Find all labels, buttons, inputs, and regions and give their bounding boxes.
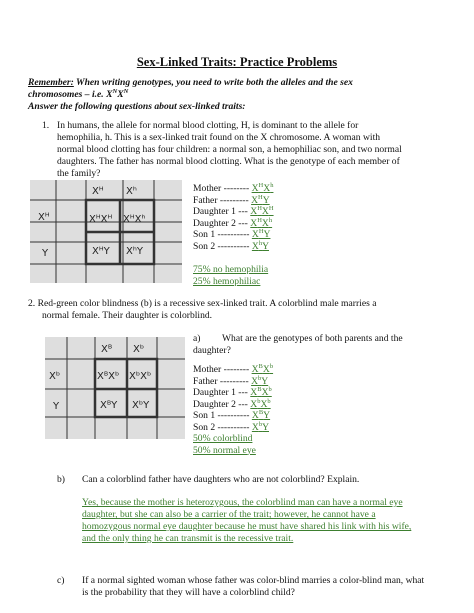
answer-label: Mother -------- <box>193 364 252 375</box>
punnett1-cell: XᴴXʰ <box>123 214 146 225</box>
q1-number: 1. <box>42 120 50 131</box>
q1-answer-row <box>193 241 274 253</box>
remember-x-2: X <box>117 89 124 100</box>
punnett2-top-1: Xᴮ <box>101 344 113 355</box>
remember-text-2: chromosomes – i.e. X <box>28 89 113 100</box>
answer-genotype: $X^bY$ <box>251 374 269 387</box>
q2-line: 2. Red-green color blindness (b) is a recessive sex-linked trait. A colorblind male marries a <box>28 298 377 309</box>
q2-line: normal female. Their daughter is colorblind. <box>42 310 213 321</box>
punnett-square-2 <box>45 337 185 439</box>
punnett-square-1 <box>30 180 182 283</box>
q2-text <box>28 298 376 322</box>
q2-sub-a-label: a) <box>193 333 201 344</box>
answer-genotype: $X^HX^h$ <box>250 216 273 229</box>
q2-b-answer-line: Yes, because the mother is heterozygous, the colorblind man can have a normal eye <box>82 497 403 508</box>
answer-genotype: $X^HY$ <box>251 227 271 240</box>
punnett1-left-2: Y <box>42 248 49 259</box>
remember-sup-2: N <box>123 87 129 95</box>
punnett1-top-2: Xʰ <box>126 186 137 197</box>
answer-genotype: $X^HX^H$ <box>250 204 274 217</box>
q1-answers <box>193 183 274 287</box>
answer-genotype: $X^BY$ <box>251 408 271 421</box>
punnett1-top-1: Xᴴ <box>92 186 104 197</box>
punnett1-left-1: Xᴴ <box>38 212 50 223</box>
punnett1-cell: XᴴY <box>92 246 110 257</box>
remember-text-1: When writing genotypes, you need to write both the alleles and the sex <box>73 77 353 88</box>
page-title: Sex-Linked Traits: Practice Problems <box>136 55 338 69</box>
q2-answer-row <box>193 422 273 434</box>
punnett1-cell: XᴴXᴴ <box>89 214 113 225</box>
punnett2-cell: XᴮY <box>100 400 118 411</box>
remember-label: Remember: <box>28 77 74 88</box>
q2-percent-2: 50% normal eye <box>193 444 256 456</box>
q1-line: the family? <box>57 168 101 179</box>
punnett2-cell: XᵇXᵇ <box>129 371 152 382</box>
q2-b-answer-line: daughter, but she can also be a carrier of the trait; however, he cannot have a <box>82 509 376 520</box>
q2-sub-a-line-1: What are the genotypes of both parents and the <box>222 333 403 344</box>
q2-c-label: c) <box>57 575 65 586</box>
q1-percent-1: 75% no hemophilia <box>193 264 269 275</box>
q2-sub-a-line-2: daughter? <box>193 345 231 356</box>
q2-b-answer-line: homozygous normal eye daughter because he must have shared his link with his wife, <box>82 521 412 532</box>
q1-line: In humans, the allele for normal blood clotting, H, is dominant to the allele for <box>57 120 359 131</box>
answer-label: Daughter 1 --- <box>193 387 251 398</box>
q2-answer-row <box>193 387 273 399</box>
answer-genotype: $X^HX^h$ <box>251 181 274 194</box>
q2-c-line: is the probability that they will have a colorblind child? <box>82 587 295 598</box>
remember-note <box>28 77 353 89</box>
answer-genotype: $X^bX^b$ <box>250 397 271 410</box>
answer-label: Son 2 ---------- <box>193 421 252 433</box>
q2-b-answer <box>82 497 411 545</box>
answer-genotype: $X^bY$ <box>251 420 269 433</box>
punnett2-cell: XᵇY <box>132 400 150 411</box>
q1-percent-2: 25% hemophiliac <box>193 275 261 287</box>
remember-sup-1: N <box>112 87 118 95</box>
punnett2-cell: XᴮXᵇ <box>97 371 120 382</box>
answer-genotype: $X^BX^b$ <box>250 385 272 398</box>
answer-label: Son 1 ---------- <box>193 229 252 240</box>
punnett1-cell: XʰY <box>126 246 144 257</box>
q2-b-label: b) <box>57 474 65 485</box>
answer-label: Son 2 ---------- <box>193 240 252 252</box>
q2-c-question <box>82 575 424 599</box>
q2-percent-1: 50% colorblind <box>193 433 253 444</box>
answer-label: Son 1 ---------- <box>193 410 252 421</box>
answer-genotype: $X^HY$ <box>251 193 270 206</box>
remember-note-2 <box>28 89 128 101</box>
q2-b-question: Can a colorblind father have daughters who are not colorblind? Explain. <box>82 474 360 485</box>
answer-label: Father --------- <box>193 375 252 387</box>
punnett2-top-2: Xᵇ <box>133 344 145 355</box>
answer-label: Daughter 2 --- <box>193 217 251 229</box>
q1-text <box>57 120 452 180</box>
q2-b-answer-line: and the only thing he can transmit is the recessive trait. <box>82 533 294 544</box>
q1-line: normal blood clotting has four children: a normal son, a hemophiliac son, and two normal <box>57 144 402 155</box>
punnett2-left-2: Y <box>53 401 60 412</box>
punnett2-left-1: Xᵇ <box>49 371 61 382</box>
instruction: Answer the following questions about sex-linked traits: <box>28 101 246 112</box>
answer-label: Mother -------- <box>193 183 252 194</box>
answer-label: Daughter 2 --- <box>193 398 251 410</box>
answer-label: Father --------- <box>193 194 252 206</box>
q1-line: daughters. The father has normal blood clotting. What is the genotype of each member of <box>57 156 400 167</box>
q2-c-line: If a normal sighted woman whose father was color-blind marries a color-blind man, what <box>82 575 425 586</box>
answer-genotype: $X^hY$ <box>251 239 269 252</box>
q1-line: hemophilia, h. This is a sex-linked trait found on the X chromosome. A woman with <box>57 132 381 143</box>
q2-answers <box>193 364 273 456</box>
answer-genotype: $X^BX^b$ <box>251 362 274 375</box>
answer-label: Daughter 1 --- <box>193 206 251 217</box>
